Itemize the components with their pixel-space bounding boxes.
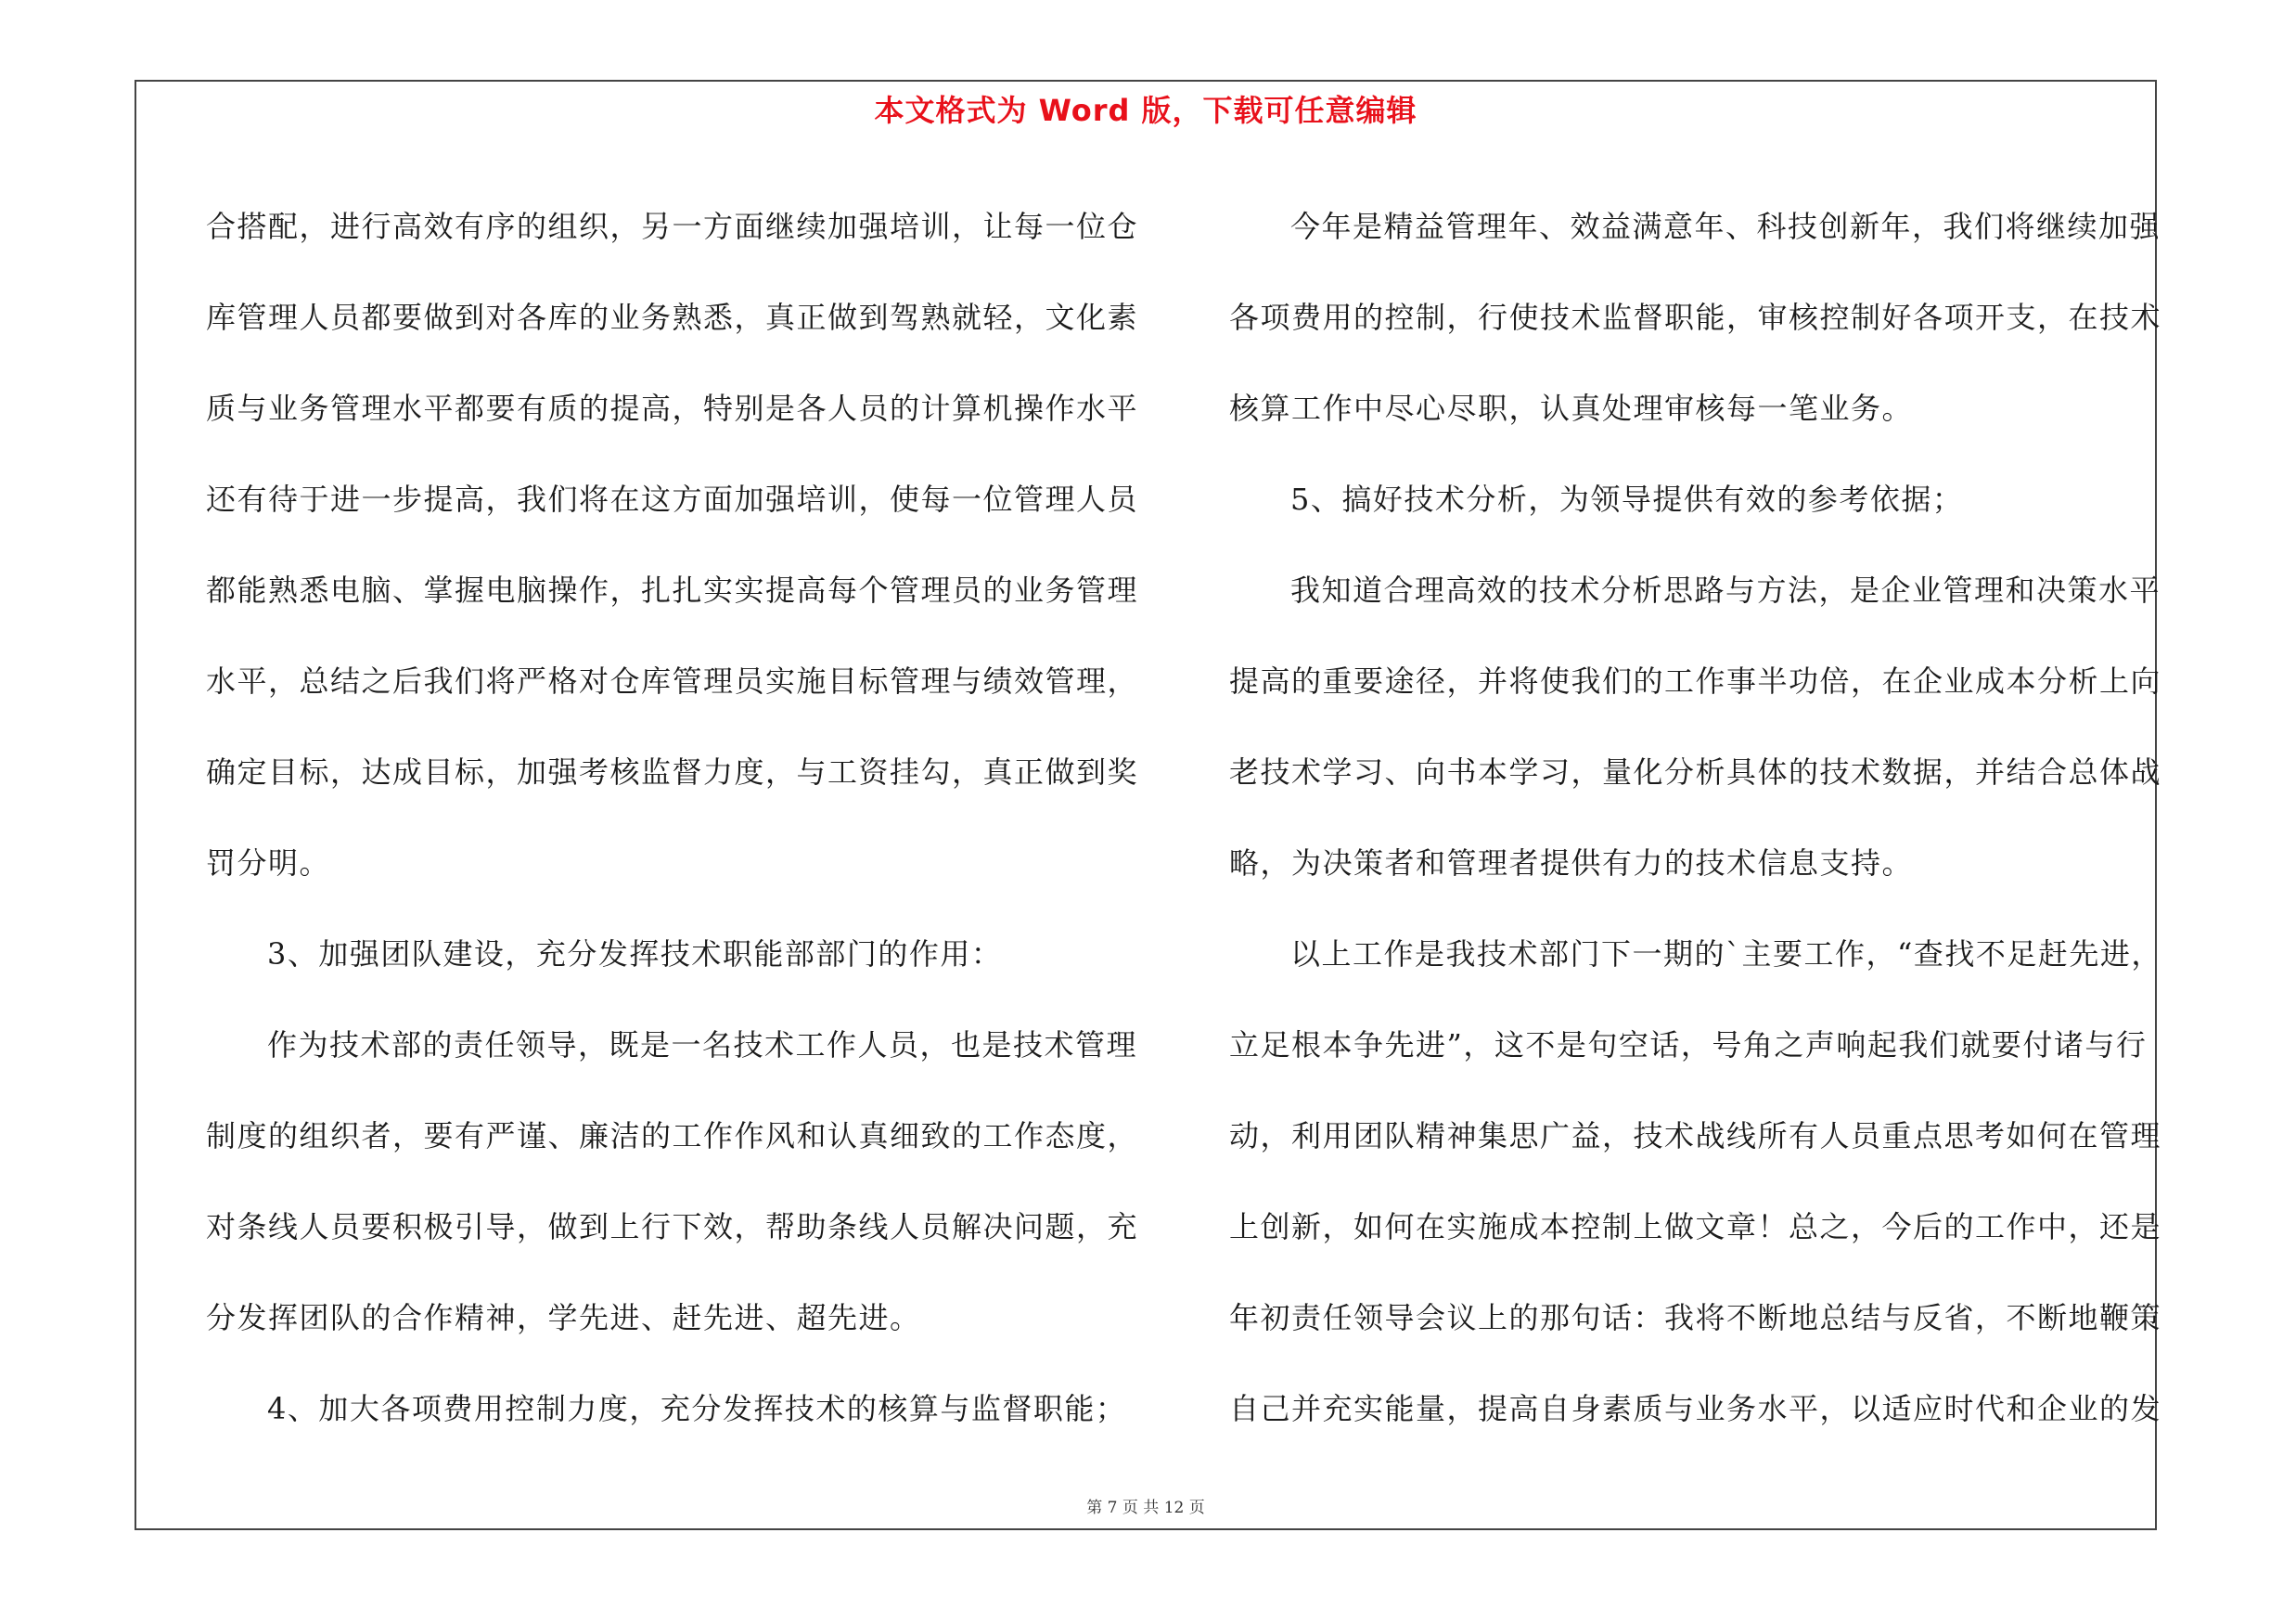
text-line: 制度的组织者，要有严谨、廉洁的工作作风和认真细致的工作态度，	[206, 1118, 1139, 1153]
text-line: 立足根本争先进”，这不是句空话，号角之声响起我们就要付诸与行	[1229, 1027, 2148, 1063]
text-line: 略，为决策者和管理者提供有力的技术信息支持。	[1229, 845, 1914, 881]
text-line: 确定目标，达成目标，加强考核监督力度，与工资挂勾，真正做到奖	[206, 754, 1139, 790]
text-line: 还有待于进一步提高，我们将在这方面加强培训，使每一位管理人员	[206, 482, 1139, 517]
text-line: 库管理人员都要做到对各库的业务熟悉，真正做到驾熟就轻，文化素	[206, 300, 1139, 335]
text-line: 各项费用的控制，行使技术监督职能，审核控制好各项开支，在技术	[1229, 300, 2162, 335]
text-line: 老技术学习、向书本学习，量化分析具体的技术数据，并结合总体战	[1229, 754, 2162, 790]
left-column	[206, 181, 1139, 1454]
document-header: 本文格式为 Word 版，下载可任意编辑	[874, 93, 1417, 128]
text-line: 质与业务管理水平都要有质的提高，特别是各人员的计算机操作水平	[206, 391, 1139, 426]
text-line: 核算工作中尽心尽职，认真处理审核每一笔业务。	[1229, 391, 1914, 426]
text-line: 水平，总结之后我们将严格对仓库管理员实施目标管理与绩效管理，	[206, 663, 1139, 699]
text-line: 合搭配，进行高效有序的组织，另一方面继续加强培训，让每一位仓	[206, 209, 1139, 244]
text-line: 上创新，如何在实施成本控制上做文章！总之，今后的工作中，还是	[1229, 1209, 2162, 1244]
text-line: 都能熟悉电脑、掌握电脑操作，扎扎实实提高每个管理员的业务管理	[206, 573, 1139, 608]
text-line: 5、搞好技术分析，为领导提供有效的参考依据；	[1290, 482, 1964, 517]
right-column	[1229, 181, 2162, 1454]
text-line: 对条线人员要积极引导，做到上行下效，帮助条线人员解决问题，充	[206, 1209, 1139, 1244]
text-line: 分发挥团队的合作精神，学先进、赶先进、超先进。	[206, 1300, 921, 1335]
text-line: 4、加大各项费用控制力度，充分发挥技术的核算与监督职能；	[267, 1391, 1127, 1426]
text-line: 罚分明。	[206, 845, 331, 881]
text-line: 我知道合理高效的技术分析思路与方法，是企业管理和决策水平	[1290, 573, 2161, 608]
text-line: 今年是精益管理年、效益满意年、科技创新年，我们将继续加强	[1290, 209, 2161, 244]
text-line: 自己并充实能量，提高自身素质与业务水平，以适应时代和企业的发	[1229, 1391, 2162, 1426]
text-line: 以上工作是我技术部门下一期的`主要工作，“查找不足赶先进，	[1290, 936, 2162, 972]
text-line: 3、加强团队建设，充分发挥技术职能部部门的作用：	[267, 936, 1003, 972]
text-line: 作为技术部的责任领导，既是一名技术工作人员，也是技术管理	[267, 1027, 1138, 1063]
text-line: 动，利用团队精神集思广益，技术战线所有人员重点思考如何在管理	[1229, 1118, 2162, 1153]
page-number: 第 7 页 共 12 页	[1086, 1499, 1205, 1517]
text-line: 提高的重要途径，并将使我们的工作事半功倍，在企业成本分析上向	[1229, 663, 2162, 699]
text-line: 年初责任领导会议上的那句话：我将不断地总结与反省，不断地鞭策	[1229, 1300, 2162, 1335]
